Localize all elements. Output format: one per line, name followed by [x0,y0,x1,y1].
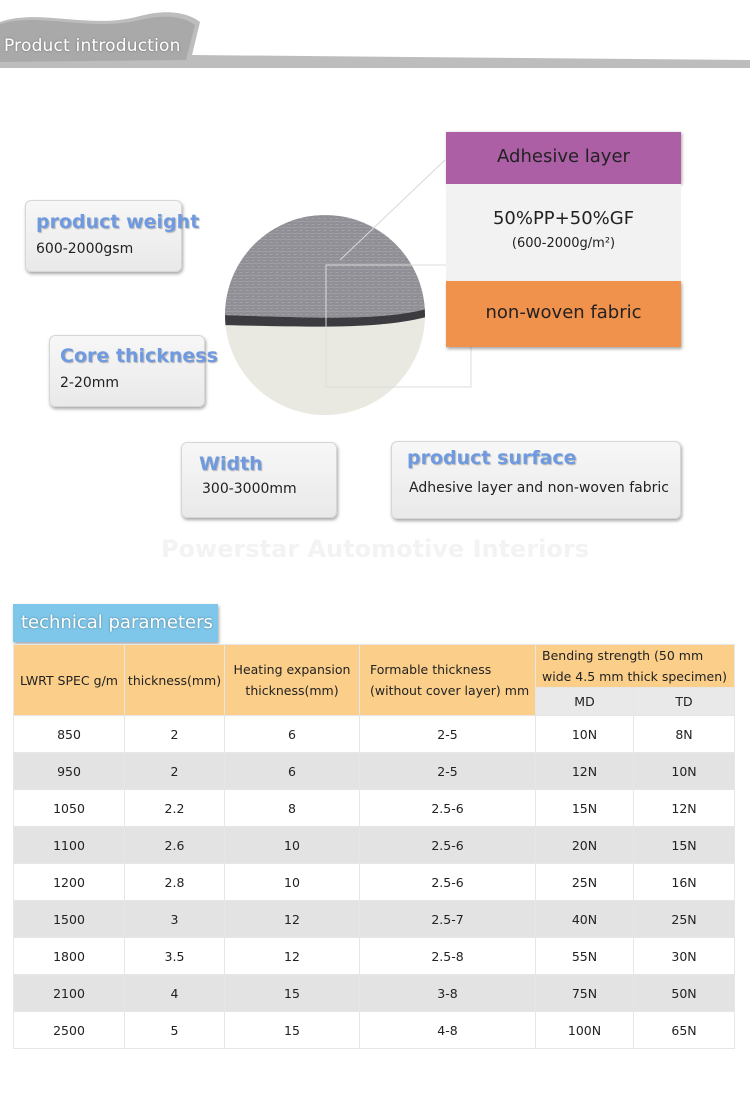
formable-cell: 2-5 [360,716,536,753]
table-row [14,938,735,975]
width-value: 300-3000mm [202,481,297,497]
product-surface-value: Adhesive layer and non-woven fabric [409,480,669,496]
heating-cell: 6 [225,716,360,753]
technical-parameters-title: technical parameters [21,612,213,633]
non-woven-fabric-block [446,281,681,347]
technical-parameters-table [13,644,735,1049]
formable-cell: 2.5-7 [360,901,536,938]
thickness-cell: 3 [125,901,225,938]
spec-cell: 1500 [14,901,125,938]
heating-cell: 12 [225,901,360,938]
table-row [14,901,735,938]
thickness-cell: 4 [125,975,225,1012]
md-cell: 20N [536,827,634,864]
width-card [181,442,337,518]
formable-cell: 2.5-8 [360,938,536,975]
heating-cell: 8 [225,790,360,827]
md-cell: 55N [536,938,634,975]
non-woven-fabric-label: non-woven fabric [485,302,642,323]
spec-cell: 2100 [14,975,125,1012]
col-header-heating: Heating expansion thickness(mm) [225,645,360,716]
col-header-spec: LWRT SPEC g/m [14,645,125,716]
md-cell: 75N [536,975,634,1012]
product-surface-card [391,441,681,519]
table-row [14,864,735,901]
md-cell: 15N [536,790,634,827]
heating-cell: 12 [225,938,360,975]
company-watermark: Powerstar Automotive Interiors [160,535,590,563]
heating-cell: 15 [225,1012,360,1049]
adhesive-layer-label: Adhesive layer [497,146,630,167]
spec-cell: 1800 [14,938,125,975]
formable-cell: 2-5 [360,753,536,790]
spec-cell: 1200 [14,864,125,901]
td-cell: 65N [634,1012,735,1049]
td-cell: 8N [634,716,735,753]
product-weight-title: product weight [36,211,200,233]
md-cell: 40N [536,901,634,938]
col-header-bending: Bending strength (50 mm wide 4.5 mm thick specimen) [536,645,735,688]
td-cell: 50N [634,975,735,1012]
col-header-td: TD [634,688,735,716]
core-thickness-card [49,335,218,407]
product-weight-value: 600-2000gsm [36,241,134,257]
thickness-cell: 5 [125,1012,225,1049]
thickness-cell: 2 [125,716,225,753]
td-cell: 25N [634,901,735,938]
spec-cell: 1100 [14,827,125,864]
table-row [14,827,735,864]
formable-cell: 3-8 [360,975,536,1012]
md-cell: 10N [536,716,634,753]
thickness-cell: 2.6 [125,827,225,864]
td-cell: 12N [634,790,735,827]
td-cell: 16N [634,864,735,901]
md-cell: 12N [536,753,634,790]
col-header-formable: Formable thickness (without cover layer) mm [360,645,536,716]
core-thickness-title: Core thickness [60,345,218,367]
td-cell: 15N [634,827,735,864]
formable-cell: 4-8 [360,1012,536,1049]
width-title: Width [199,453,263,475]
spec-cell: 850 [14,716,125,753]
formable-cell: 2.5-6 [360,790,536,827]
product-weight-card [25,200,200,272]
table-row [14,1012,735,1049]
product-sample-image [220,130,480,420]
heating-cell: 15 [225,975,360,1012]
page-title: Product introduction [4,36,181,56]
adhesive-layer-block [446,132,681,184]
spec-cell: 950 [14,753,125,790]
table-row [14,716,735,753]
core-weight-label: (600-2000g/m²) [511,236,616,251]
formable-cell: 2.5-6 [360,827,536,864]
table-row [14,790,735,827]
heating-cell: 10 [225,864,360,901]
core-composition-label: 50%PP+50%GF [492,208,635,229]
col-header-md: MD [536,688,634,716]
md-cell: 100N [536,1012,634,1049]
thickness-cell: 2.2 [125,790,225,827]
technical-parameters-tab [13,604,218,642]
heating-cell: 6 [225,753,360,790]
formable-cell: 2.5-6 [360,864,536,901]
table-row [14,975,735,1012]
core-thickness-value: 2-20mm [60,375,120,391]
col-header-thickness: thickness(mm) [125,645,225,716]
core-layer-block [446,184,681,281]
product-surface-title: product surface [407,447,577,469]
spec-cell: 2500 [14,1012,125,1049]
thickness-cell: 2 [125,753,225,790]
table-row [14,753,735,790]
td-cell: 30N [634,938,735,975]
spec-cell: 1050 [14,790,125,827]
td-cell: 10N [634,753,735,790]
thickness-cell: 2.8 [125,864,225,901]
thickness-cell: 3.5 [125,938,225,975]
heating-cell: 10 [225,827,360,864]
md-cell: 25N [536,864,634,901]
